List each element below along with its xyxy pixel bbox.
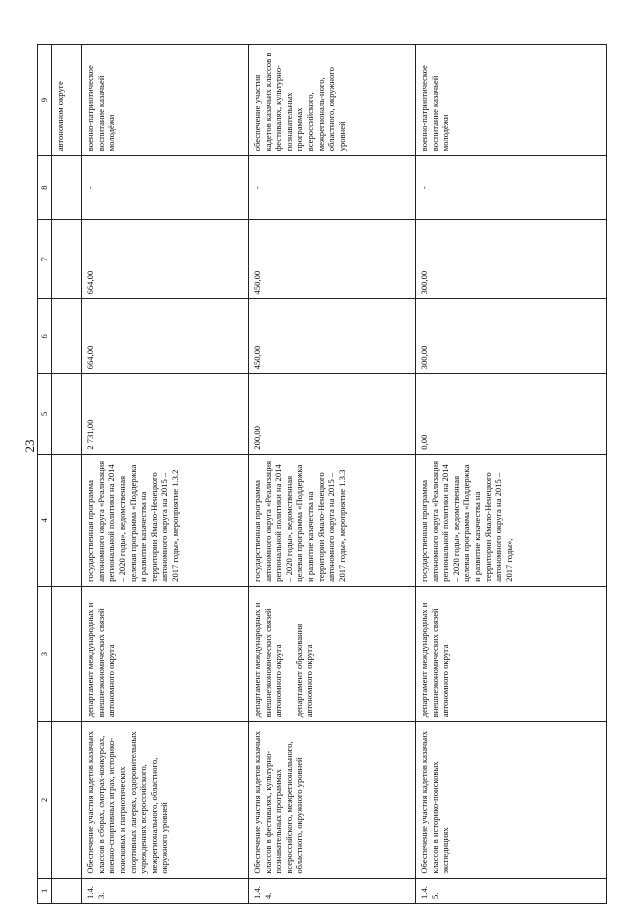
result-cell: военно-патриотическое воспитание казачьей молодёжи	[415, 45, 606, 156]
value-col5: 200,00	[249, 374, 416, 454]
value-col8: -	[82, 156, 249, 220]
column-number-row	[38, 45, 52, 904]
continuation-cell: автономном округе	[52, 45, 82, 156]
value-col8: -	[415, 156, 606, 220]
col-header-9: 9	[38, 45, 52, 156]
continuation-row	[52, 45, 82, 904]
col-header-3: 3	[38, 586, 52, 721]
executor-cell: департамент международных и внешнеэкономических связей автономного округа	[82, 586, 249, 721]
col-header-4: 4	[38, 454, 52, 586]
col-header-8: 8	[38, 156, 52, 220]
executor-cell	[249, 586, 416, 721]
table-row	[249, 45, 416, 904]
value-col6: 450,00	[249, 299, 416, 374]
value-col5: 2 731,00	[82, 374, 249, 454]
value-col7: 300,00	[415, 220, 606, 299]
program-cell: государственная программа автономного округа «Реализация региональной политики на 2014 – 2020 годы», ведомственная целевая программа «Поддержка и развитие казачества на территории Ямало-Ненецкого автономного округа на 2015 – 2017 годы»,	[415, 454, 606, 586]
value-col7: 450,00	[249, 220, 416, 299]
value-col5: 0,00	[415, 374, 606, 454]
executor-cell: департамент международных и внешнеэкономических связей автономного округа	[415, 586, 606, 721]
activity-cell: Обеспечение участия кадетов казачьих классов в сборах, смотрах-конкурсах, военно-спортивных играх, историко-поисковых и патриотических спортивных лагерях, оздоровительных учреждениях всероссийского, межрегионального, областного, окружного уровней	[82, 722, 249, 878]
col-header-5: 5	[38, 374, 52, 454]
executor-secondary: департамент образования автономного округа	[293, 623, 315, 718]
program-cell: государственная программа автономного округа «Реализация региональной политики на 2014 – 2020 годы», ведомственная целевая программа «Поддержка и развитие казачества на территории Ямало-Ненецкого автономного округа на 2015 – 2017 годы», мероприятие 1.3.3	[249, 454, 416, 586]
program-cell: государственная программа автономного округа «Реализация региональной политики на 2014 – 2020 годы», ведомственная целевая программа «Поддержка и развитие казачества на территории Ямало-Ненецкого автономного округа на 2015 – 2017 годы», мероприятие 1.3.2	[82, 454, 249, 586]
page-number: 23	[22, 439, 37, 453]
value-col6: 300,00	[415, 299, 606, 374]
activities-table	[37, 44, 607, 904]
table-row	[82, 45, 249, 904]
row-number: 1.4.3.	[82, 878, 249, 903]
col-header-6: 6	[38, 299, 52, 374]
value-col6: 664,00	[82, 299, 249, 374]
col-header-7: 7	[38, 220, 52, 299]
result-cell: обеспечение участия кадетов казачьих классов в фестивалях, культурно-познавательных программах всероссийского, межрегиональ-ного, областного, окружного уровней	[249, 45, 416, 156]
rotated-table-container	[37, 44, 607, 904]
col-header-2: 2	[38, 722, 52, 878]
row-number: 1.4.5.	[415, 878, 606, 903]
value-col7: 664,00	[82, 220, 249, 299]
activity-cell: Обеспечение участия кадетов казачьих классов в историко-поисковых экспедициях	[415, 722, 606, 878]
row-number: 1.4.4.	[249, 878, 416, 903]
result-cell: военно-патриотическое воспитание казачьей молодёжи	[82, 45, 249, 156]
table-row	[415, 45, 606, 904]
col-header-1: 1	[38, 878, 52, 903]
value-col8: -	[249, 156, 416, 220]
executor-primary: департамент международных и внешнеэкономических связей автономного округа	[252, 602, 284, 718]
activity-cell: Обеспечение участия кадетов казачьих классов в фестивалях, культурно-познавательных программах всероссийского, межрегионального, областного, окружного уровней	[249, 722, 416, 878]
